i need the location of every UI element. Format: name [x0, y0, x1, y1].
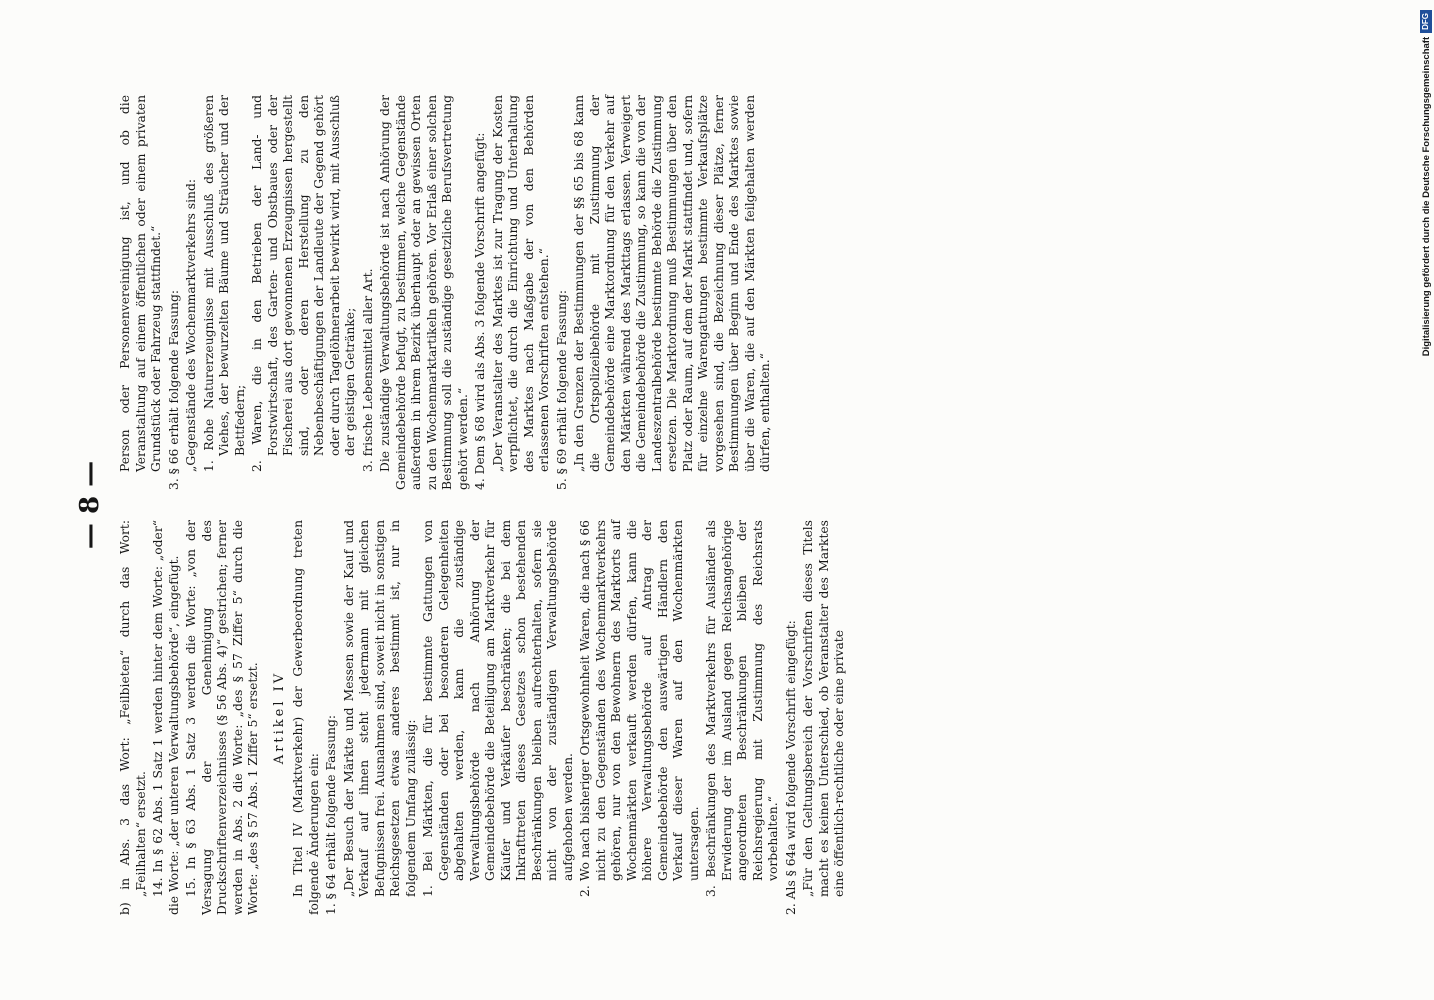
right-column-paragraph: „Gegenstände des Wochenmarktverkehrs sind: [184, 179, 198, 472]
left-column-paragraph: b) in Abs. 3 das Wort: „Feilbieten“ durch das Wort: „Feilhalten“ ersetzt. [118, 520, 148, 915]
right-column-paragraph: Die zuständige Verwaltungsbehörde ist nach Anhörung der Gemeindebehörde befugt, zu bestimmen, welche Gegenstände außerdem in ihrem Bezirk überhaupt oder an gewissen Orten zu den Wochenmarktartikeln gehören. Vor Erlaß einer solchen Bestimmung soll die zuständige gesetzliche Berufsvertretung gehört werden.“ [378, 95, 470, 490]
right-column-paragraph: 4. Dem § 68 wird als Abs. 3 folgende Vorschrift angefügt: [473, 132, 487, 490]
left-column-paragraph: 1. § 64 erhält folgende Fassung: [324, 715, 338, 915]
left-column-paragraph: 2. Als § 64a wird folgende Vorschrift eingefügt: [783, 620, 798, 915]
document-page [70, 95, 1310, 915]
left-column-paragraph: 14. In § 62 Abs. 1 Satz 1 werden hinter dem Worte: „oder“ die Worte: „der unteren Verwaltungsbehörde“, eingefügt. [151, 520, 181, 915]
right-column-paragraph: 2. Waren, die in den Betrieben der Land- und Forstwirtschaft, des Garten- und Obstbaues oder der Fischerei aus dort gewonnenen Erzeugnissen hergestellt sind, oder deren Herstellung zu den Nebenbeschäftigungen der Landleute der Gegend gehört oder durch Tagelöhnerarbeit bewirkt wird, mit Ausschluß der geistigen Getränke; [250, 95, 357, 472]
right-column-paragraph: 3. § 66 erhält folgende Fassung: [166, 290, 181, 490]
left-column-paragraph: 1. Bei Märkten, die für bestimmte Gattungen von Gegenständen oder bei besonderen Gelegenheiten abgehalten werden, kann die zuständige Verwaltungsbehörde nach Anhörung der Gemeindebehörde die Beteiligung am Marktverkehr für Käufer und Verkäufer beschränken; die bei dem Inkrafttreten dieses Gesetzes schon bestehenden Beschränkungen bleiben aufrechterhalten, sofern sie nicht von der zuständigen Verwaltungsbehörde aufgehoben werden. [421, 520, 575, 897]
left-column-paragraph: 3. Beschränkungen des Marktverkehrs für Ausländer als Erwiderung der im Ausland gegen Reichsangehörige angeordneten Beschränkungen bleiben der Reichsregierung mit Zustimmung des Reichsrats vorbehalten.“ [704, 520, 780, 897]
right-column [118, 95, 776, 490]
left-column-paragraph: 2. Wo nach bisheriger Ortsgewohnheit Waren, die nach § 66 nicht zu den Gegenständen des Wochenmarktverkehrs gehören, nur von den Bewohnern des Marktorts auf Wochenmärkten verkauft werden dürfen, kann die höhere Verwaltungsbehörde auf Antrag der Gemeindebehörde den auswärtigen Händlern den Verkauf dieser Waren auf den Wochenmärkten untersagen. [578, 520, 701, 897]
right-column-paragraph: 3. frische Lebensmittel aller Art. [360, 268, 375, 472]
left-column-paragraph: 15. In § 63 Abs. 1 Satz 3 werden die Worte: „von der Versagung der Genehmigung des Druckschriftenverzeichnisses (§ 56 Abs. 4)“ gestrichen; ferner werden in Abs. 2 die Worte: „des § 57 Ziffer 5“ durch die Worte: „des § 57 Abs. 1 Ziffer 5“ ersetzt. [184, 520, 260, 915]
left-column-paragraph: „Für den Geltungsbereich der Vorschriften dieses Titels macht es keinen Unterschied, ob Veranstalter des Marktes eine öffentlich-rechtliche oder eine private [801, 520, 846, 897]
right-column-paragraph: „Der Veranstalter des Marktes ist zur Tragung der Kosten verpflichtet, die durch die Einrichtung und Unterhaltung des Marktes nach Maßgabe der von den Behörden erlassenen Vorschriften entstehen.“ [490, 95, 551, 472]
funding-notice [1417, 10, 1434, 990]
left-column [118, 520, 850, 915]
right-column-paragraph: 5. § 69 erhält folgende Fassung: [554, 290, 569, 490]
left-column-paragraph: „Der Besuch der Märkte und Messen sowie der Kauf und Verkauf auf ihnen steht jedermann mit gleichen Befugnissen frei. Ausnahmen sind, soweit nicht in sonstigen Reichsgesetzen etwas anderes bestimmt ist, nur in folgendem Umfang zulässig: [341, 520, 418, 897]
right-column-paragraph: „In den Grenzen der Bestimmungen der §§ 65 bis 68 kann die Ortspolizeibehörde mit Zustimmung der Gemeindebehörde eine Marktordnung für den Verkehr auf den Märkten während des Markttags erlassen. Verweigert die Gemeindebehörde die Zustimmung, so kann die von der Landeszentralbehörde bestimmte Behörde die Zustimmung ersetzen. Die Marktordnung muß Bestimmungen über den Platz oder Raum, auf dem der Markt stattfindet und, sofern für einzelne Warengattungen bestimmte Verkaufsplätze vorgesehen sind, die Bezeichnung dieser Plätze, ferner Bestimmungen über Beginn und Ende des Marktes sowie über die Waren, die auf den Märkten feilgehalten werden dürfen, enthalten.“ [572, 95, 772, 472]
right-column-paragraph: 1. Rohe Naturerzeugnisse mit Ausschluß des größeren Viehes, der bewurzelten Bäume und Sträucher und der Bettfedern; [201, 95, 247, 472]
funding-notice-text: Digitalisierung gefördert durch die Deutsche Forschungsgemeinschaft [1421, 36, 1432, 357]
left-column-paragraph: In Titel IV (Marktverkehr) der Gewerbeordnung treten folgende Änderungen ein: [291, 520, 321, 915]
left-column-paragraph: Artikel IV [271, 670, 287, 765]
right-column-paragraph: Person oder Personenvereinigung ist, und ob die Veranstaltung auf einem öffentlichen oder einem privaten Grundstück oder Fahrzeug stattfindet.“ [118, 95, 163, 472]
page-number: — 8 — [75, 460, 105, 550]
dfg-logo: DFG [1420, 10, 1432, 33]
